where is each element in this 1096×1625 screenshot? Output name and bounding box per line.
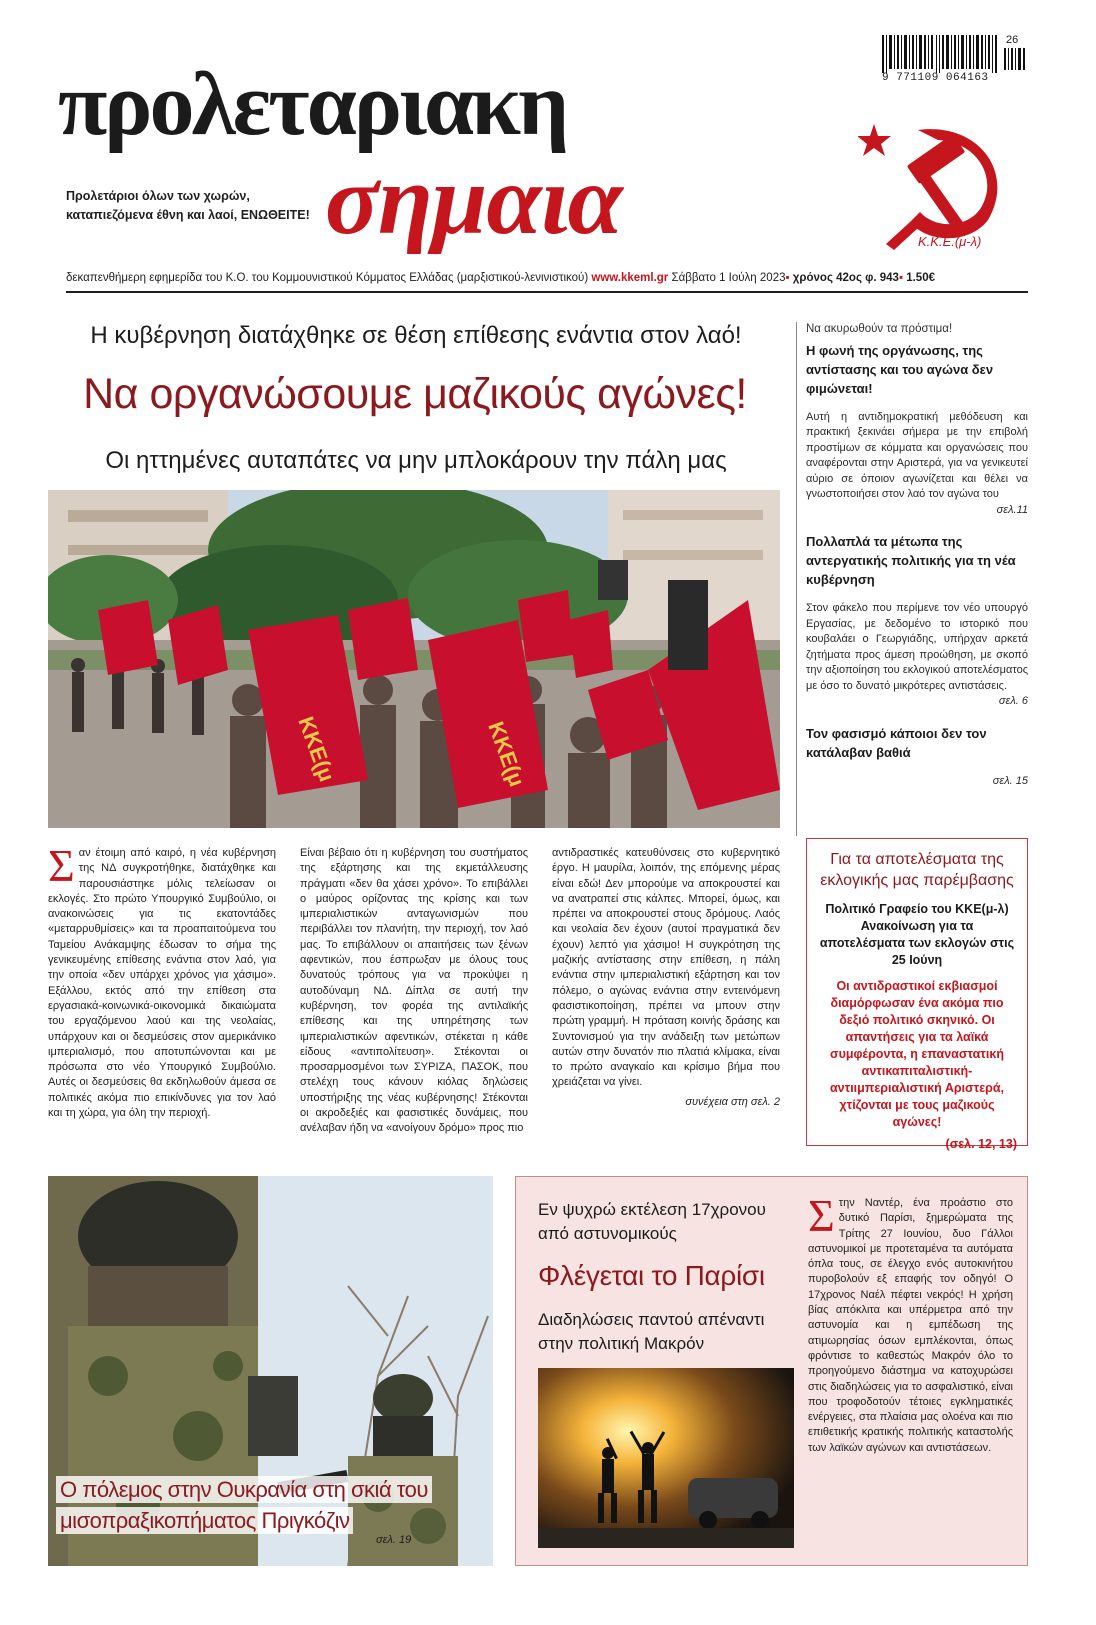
sidebar-item-fascism[interactable] bbox=[806, 724, 1028, 790]
page-reference: (σελ. 12, 13) bbox=[945, 1137, 1017, 1151]
sidebar-kicker: Να ακυρωθούν τα πρόστιμα! bbox=[806, 323, 953, 335]
dropcap: Σ bbox=[808, 1190, 835, 1241]
motto bbox=[66, 187, 326, 225]
page-reference: σελ. 15 bbox=[992, 774, 1028, 787]
hammer-sickle-emblem bbox=[858, 112, 1018, 252]
lead-subhead: Οι ηττημένες αυταπάτες να μην μπλοκάρουν την πάλη μας bbox=[105, 447, 727, 474]
lead-kicker: Η κυβέρνηση διατάχθηκε σε θέση επίθεσης ενάντια στον λαό! bbox=[90, 322, 742, 349]
sidebar-headline: Πολλαπλά τα μέτωπα της αντεργατικής πολιτικής για τη νέα κυβέρνηση bbox=[806, 534, 1016, 587]
motto-line-2: καταπιεζόμενα έθνη και λαοί, ΕΝΩΘΕΙΤΕ! bbox=[66, 208, 310, 222]
dropcap: Σ bbox=[48, 840, 75, 891]
barcode-image bbox=[882, 35, 1000, 73]
election-results-box[interactable] bbox=[806, 838, 1028, 1151]
svg-text:ΚΚΕ(μ: ΚΚΕ(μ bbox=[293, 713, 340, 785]
ukraine-headline: Ο πόλεμος στην Ουκρανία στη σκιά του μισοπραξικοπήματος Πριγκόζιν bbox=[56, 1476, 432, 1534]
page-reference: σελ. 6 bbox=[998, 695, 1028, 707]
newspaper-title: προλεταριακη bbox=[58, 55, 567, 154]
article-column-3 bbox=[552, 846, 780, 1146]
column-2-text: Είναι βέβαιο ότι η κυβέρνηση του συστήματος της εξάρτησης και της εκμετάλλευσης πράγματι «δεν θα χάσει χρόνο». Το επιβάλλει ο μαύρος ορίζοντας της κρίσης και των ιμπεριαλιστικών ανταγωνισμών που περιβάλλει τον πλανήτη, την περιοχή, τον λαό μας. Το επιβάλλουν οι απαιτήσεις των ξένων αφεντικών, που έσπρωξαν με όλους τους δυνατούς τρόπους για να προκύψει η αυτοδύναμη ΝΔ. Δίπλα σε αυτή την κυβέρνηση, τον φορέα της αντιλαϊκής επίθεσης και της υπηρέτησης των ιμπεριαλιστικών αφεντικών, στέκεται η κάθε είδους «αντιπολίτευση». Στέκονται οι προσαρμοσμένοι των ΣΥΡΙΖΑ, ΠΑΣΟΚ, που στελέχη τους κάνουν κιόλας δηλώσεις υποστήριξης της νέας κυβέρνησης! Στέκονται οι ακροδεξιές και φασιστικές δυνάμεις, που ανέλαβαν ήδη να «ανοίγουν δρόμο» προς πιο bbox=[300, 847, 528, 1135]
results-title: Για τα αποτελέσματα της εκλογικής μας παρέμβασης bbox=[820, 851, 1014, 889]
svg-text:ΚΚΕ(μ: ΚΚΕ(μ bbox=[483, 718, 530, 790]
barcode-addon-image bbox=[1004, 48, 1026, 70]
paris-riot-photo bbox=[538, 1368, 794, 1548]
website-link[interactable]: www.kkeml.gr bbox=[591, 272, 669, 284]
issue-info-line: δεκαπενθήμερη εφημερίδα του Κ.Ο. του Κομμουνιστικού Κόμματος Ελλάδας (μαρξιστικού-λενινιστικού) www.kkeml.gr Σάββατο 1 Ιούλη 2023▪ χρόνος 42ος φ. 943▪ 1.50€ bbox=[66, 272, 935, 284]
issue-number: χρόνος 42ος φ. 943 bbox=[792, 272, 899, 284]
sidebar-headline: Τον φασισμό κάποιοι δεν τον κατάλαβαν βαθιά bbox=[806, 725, 987, 760]
continued-link[interactable]: συνέχεια στη σελ. 2 bbox=[685, 1095, 780, 1108]
protest-photo bbox=[48, 490, 780, 828]
sidebar bbox=[806, 322, 1028, 803]
page-reference: σελ. 19 bbox=[376, 1534, 412, 1546]
paris-subhead: Διαδηλώσεις παντού απέναντι στην πολιτική Μακρόν bbox=[538, 1310, 765, 1353]
paris-headline[interactable]: Φλέγεται το Παρίσι bbox=[538, 1260, 765, 1291]
sidebar-item-labor[interactable] bbox=[806, 532, 1028, 710]
issue-date: Σάββατο 1 Ιούλη 2023 bbox=[671, 272, 786, 284]
sidebar-item-fines[interactable] bbox=[806, 322, 1028, 518]
paris-text: την Ναντέρ, ένα προάστιο στο δυτικό Παρίσι, ξημερώματα της Τρίτης 27 Ιουνίου, δυο Γάλλοι αστυνομικοί με προτεταμένα τα αυτόματα όπλα τους, σε έλεγχο ενός αυτοκινήτου πυροβολούν εξ επαφής τον οδηγό! Ο 17χρονος Ναέλ πέφτει νεκρός! Η χρήση βίας απόκλιτα και υπέρμετρα από την αστυνομία και η εμπέδωση της ατιμωρησίας όσων εμπλέκονται, όπως φρόντισε το καθεστώς Μακρόν όλο το προηγούμενο διάστημα να κατοχυρώσει στις διαδηλώσεις για το ασφαλιστικό, είναι που τροφοδοτούν τέτοιες εγκληματικές ενέργειες, στα πλαίσια μας ολοένα και πιο επιθετικής κρατικής πολιτικής καταστολής των λαϊκών αγώνων και αντιστάσεων. bbox=[808, 1197, 1013, 1454]
column-1-text: αν έτοιμη από καιρό, η νέα κυβέρνηση της ΝΔ συγκροτήθηκε, διατάχθηκε και παρουσιάστηκε μόλις τελείωσαν οι εκλογές. Στο πρώτο Υπουργικό Συμβούλιο, οι ανακοινώσεις για τις εκατοντάδες «μεταρρυθμίσεις» και τα προαπαιτούμενα του Ταμείου Ανάκαμψης έδωσαν το σήμα της γενικευμένης επίθεσης ενάντια στον λαό, για την οποία «δεν υπάρχει χρόνος για χάσιμο». Εξάλλου, εκτός από την επίθεση στα εργασιακά-κοινωνικά-οικονομικά δικαιώματα του εργαζόμενου λαού και της νεολαίας, υπάρχουν και οι δεσμεύσεις στον αμερικάνικο ιμπεριαλισμό, που αποτυπώνονται και με πρόσωπα στο νέο Υπουργικό Συμβούλιο. Αυτές οι δεσμεύσεις θα εκδηλωθούν άμεσα σε πολιτικές ακόμα πιο επικίνδυνες για τον λαό και τη χώρα, για όλη την περιοχή. bbox=[48, 847, 276, 1120]
sidebar-divider bbox=[796, 322, 797, 836]
masthead-divider bbox=[66, 291, 1028, 293]
page-reference: σελ.11 bbox=[996, 503, 1028, 516]
sidebar-text: Στον φάκελο που περίμενε τον νέο υπουργό Εργασίας, με δεδομένο το ιστορικό που κουβαλάει ο Γεωργιάδης, υπήρχαν αρκετά ζητήματα προς άμεση προώθηση, με σκοπό την αξιοποίηση του εκλογικού αποτελέσματος με όσο το δυνατό μικρότερες αντιστάσεις. bbox=[806, 602, 1028, 692]
barcode-number: 9 771109 064163 bbox=[882, 72, 989, 84]
newspaper-title-accent: σημαια bbox=[325, 144, 622, 255]
motto-line-1: Προλετάριοι όλων των χωρών, bbox=[66, 189, 250, 203]
paris-kicker: Εν ψυχρώ εκτέλεση 17χρονου από αστυνομικούς bbox=[538, 1200, 766, 1243]
article-column-1 bbox=[48, 840, 276, 1146]
article-column-2 bbox=[300, 846, 528, 1146]
results-highlight: Οι αντιδραστικοί εκβιασμοί διαμόρφωσαν ένα ακόμα πιο δεξιό πολιτικό σκηνικό. Οι απαντήσεις για τα λαϊκά συμφέροντα, η επαναστατική αντικαπιταλιστική-αντιιμπεριαλιστική Αριστερά, χτίζονται με τους μαζικούς αγώνες! bbox=[829, 979, 1005, 1129]
lead-article-body bbox=[48, 840, 780, 1146]
emblem-label: Κ.Κ.Ε.(μ-λ) bbox=[918, 234, 982, 249]
barcode-addon: 26 bbox=[1006, 34, 1019, 46]
sidebar-text: Αυτή η αντιδημοκρατική μεθόδευση και πρακτική ξεκινάει σήμερα με την επιβολή προστίμων σε κόμματα και οργανώσεις που αναφέρονται στην Αριστερά, για να γενικευτεί αύριο σε όποιον αγωνίζεται και θέλει να γνωστοποιήσει στον λαό τον αγώνα του bbox=[806, 410, 1028, 500]
results-declaration: Πολιτικό Γραφείο του ΚΚΕ(μ-λ) Ανακοίνωση για τα αποτελέσματα των εκλογών στις 25 Ιούνη bbox=[819, 902, 1015, 967]
column-3-text: αντιδραστικές κατευθύνσεις στο κυβερνητικό έργο. Η μαυρίλα, λοιπόν, της επόμενης μέρας είναι εδώ! Δεν μπορούμε να αποκρουστεί και να ανατραπεί στις κάλπες. Μπορεί, όμως, και πρέπει να αποκρουστεί στους δρόμους. Λαός και νεολαία δεν έχουν (αυτοί πραγματικά δεν έχουν) λεπτό για χάσιμο! Η συγκρότηση της μαζικής αντίστασης στην επίθεση, η πάλη ενάντια στην ιμπεριαλιστική εξάρτηση και τον πόλεμο, ο αγώνας ενάντια στην εντεινόμενη φασιστικοποίηση, πρέπει να μπουν στην πρώτη γραμμή. Η πρόταση κοινής δράσης και Συντονισμού για την ανάδειξη των μετώπων αυτών στην δυνατόν πιο πλατιά κλίμακα, είναι το πρώτο αναγκαίο και κρίσιμο βήμα που χρειάζεται να γίνει. bbox=[552, 847, 780, 1089]
sidebar-headline: Η φωνή της οργάνωσης, της αντίστασης και του αγώνα δεν φιμώνεται! bbox=[806, 342, 994, 396]
issue-price: 1.50€ bbox=[906, 272, 935, 284]
lead-headline[interactable]: Να οργανώσουμε μαζικούς αγώνες! bbox=[83, 370, 747, 418]
ukraine-caption-area[interactable] bbox=[48, 1460, 493, 1566]
publisher-info: δεκαπενθήμερη εφημερίδα του Κ.Ο. του Κομμουνιστικού Κόμματος Ελλάδας (μαρξιστικού-λενινιστικού) bbox=[66, 272, 589, 284]
paris-article-body bbox=[808, 1190, 1013, 1456]
